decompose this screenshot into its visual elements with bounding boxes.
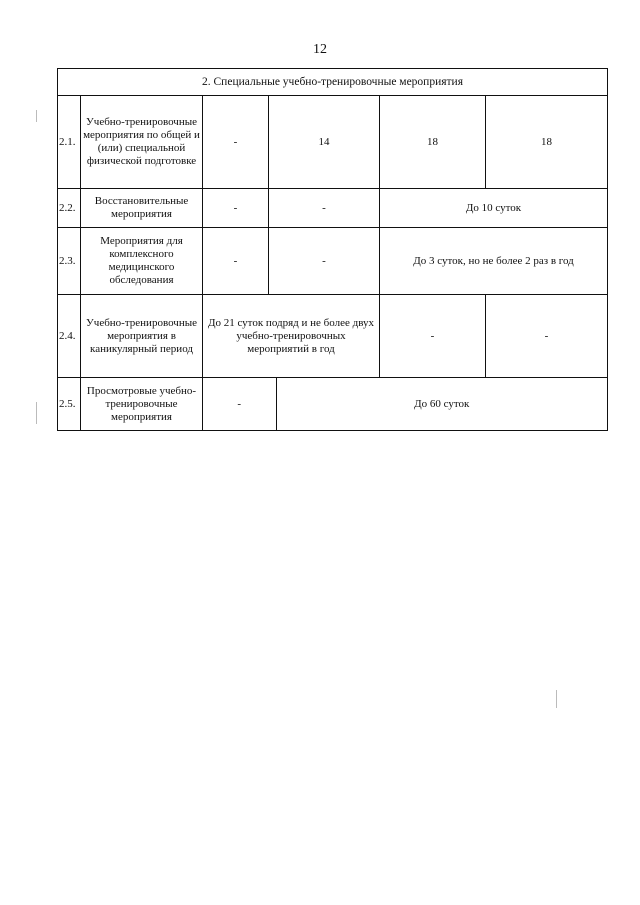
event-name: Учебно-тренировочные мероприятия в каникулярный период: [81, 295, 203, 378]
value-cell: 18: [486, 96, 608, 189]
value-cell: -: [269, 189, 380, 228]
scan-mark: [36, 402, 37, 424]
value-cell: 18: [380, 96, 486, 189]
merged-value-cell: До 10 суток: [380, 189, 608, 228]
table-row: [58, 228, 608, 295]
value-cell: -: [203, 96, 269, 189]
event-name: Восстановительные мероприятия: [81, 189, 203, 228]
table-row: [58, 189, 608, 228]
scan-mark: [36, 110, 37, 122]
value-cell: -: [203, 228, 269, 295]
row-number: 2.2.: [58, 189, 81, 228]
split-subtable: [203, 378, 607, 430]
row-number: 2.1.: [58, 96, 81, 189]
value-cell: -: [486, 295, 608, 378]
training-events-table: [57, 68, 608, 431]
scan-mark: [556, 690, 557, 708]
split-value-cell: [203, 378, 608, 431]
event-name: Учебно-тренировочные мероприятия по общей и (или) специальной физической подготовке: [81, 96, 203, 189]
row-number: 2.5.: [58, 378, 81, 431]
value-cell: -: [269, 228, 380, 295]
table-row: [58, 96, 608, 189]
section-title: 2. Специальные учебно-тренировочные мероприятия: [58, 69, 608, 96]
event-name: Просмотровые учебно-тренировочные мероприятия: [81, 378, 203, 431]
value-cell: -: [380, 295, 486, 378]
table-row: [58, 378, 608, 431]
merged-value-cell: До 21 суток подряд и не более двух учебно-тренировочных мероприятий в год: [203, 295, 380, 378]
value-cell: -: [203, 189, 269, 228]
table-row: [58, 295, 608, 378]
section-header-row: [58, 69, 608, 96]
value-cell: 14: [269, 96, 380, 189]
merged-value-cell: До 3 суток, но не более 2 раз в год: [380, 228, 608, 295]
value-cell: -: [237, 397, 242, 410]
row-number: 2.4.: [58, 295, 81, 378]
page-number: 12: [313, 42, 327, 57]
row-number: 2.3.: [58, 228, 81, 295]
event-name: Мероприятия для комплексного медицинского обследования: [81, 228, 203, 295]
merged-value-cell: До 60 суток: [276, 378, 607, 430]
